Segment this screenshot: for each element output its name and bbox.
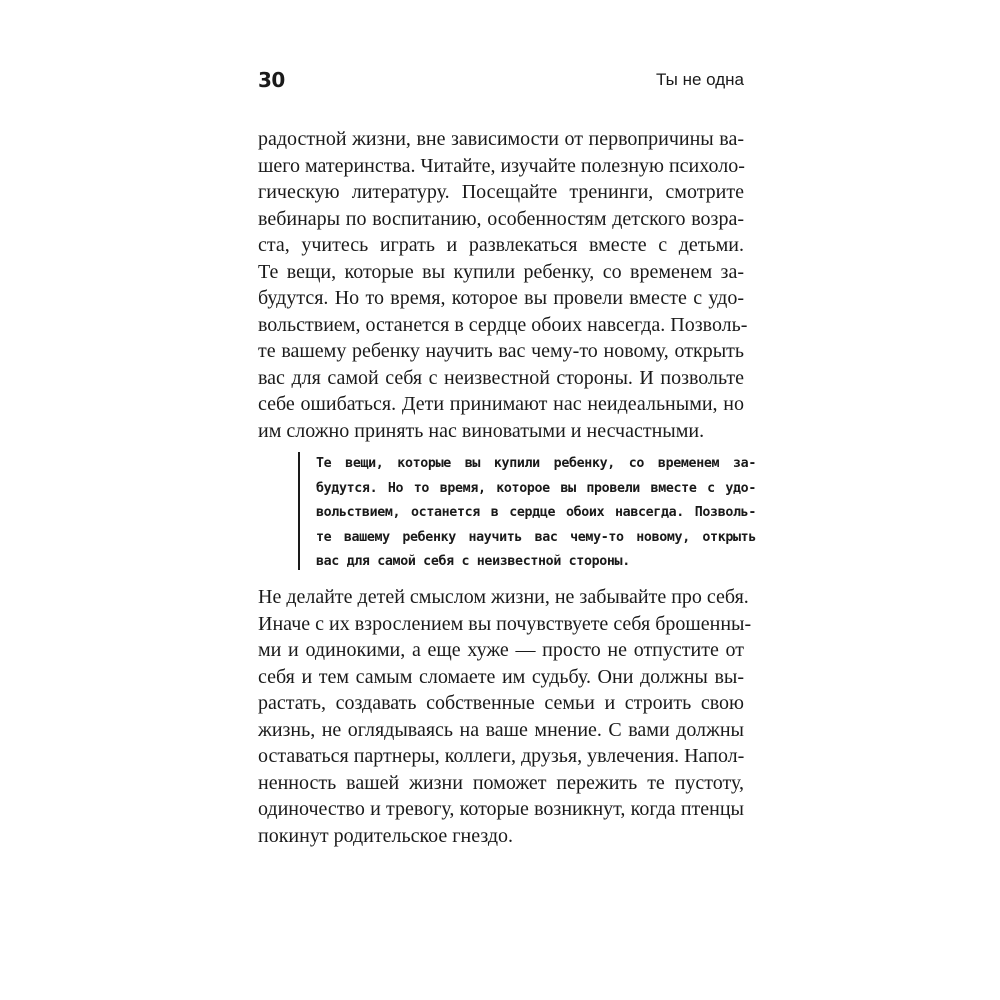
- pull-quote-text: [316, 452, 756, 575]
- text-line: оставаться партнеры, коллеги, друзья, увлечения. Напол-: [258, 745, 745, 767]
- running-title: Ты не одна: [656, 70, 744, 89]
- pull-quote: [298, 452, 756, 570]
- quote-line: будутся. Но то время, которое вы провели вместе с удо-: [316, 480, 756, 496]
- text-line: одиночество и тревогу, которые возникнут, когда птенцы: [258, 798, 744, 820]
- page-number: 30: [258, 68, 285, 92]
- text-line: Не делайте детей смыслом жизни, не забывайте про себя.: [258, 586, 749, 608]
- text-line: гическую литературу. Посещайте тренинги, смотрите: [258, 181, 744, 203]
- text-line: ста, учитесь играть и развлекаться вместе с детьми.: [258, 234, 744, 256]
- text-line: растать, создавать собственные семьи и строить свою: [258, 692, 744, 714]
- text-line: покинут родительское гнездо.: [258, 824, 514, 847]
- body-paragraph: [258, 584, 752, 849]
- text-line: шего материнства. Читайте, изучайте полезную психоло-: [258, 154, 745, 177]
- text-line: будутся. Но то время, которое вы провели вместе с удо-: [258, 287, 744, 309]
- text-line: им сложно принять нас виноватыми и несчастными.: [258, 419, 705, 442]
- text-line: Те вещи, которые вы купили ребенку, со временем за-: [258, 260, 744, 283]
- text-line: ненность вашей жизни поможет пережить те пустоту,: [258, 771, 744, 794]
- quote-line: вольствием, останется в сердце обоих навсегда. Позволь-: [316, 505, 756, 520]
- text-line: ми и одинокими, а еще хуже — просто не отпустите от: [258, 639, 744, 661]
- text-line: те вашему ребенку научить вас чему-то новому, открыть: [258, 340, 744, 362]
- text-line: вольствием, останется в сердце обоих навсегда. Позволь-: [258, 313, 748, 336]
- text-line: себя и тем самым сломаете им судьбу. Они должны вы-: [258, 665, 744, 688]
- quote-line: те вашему ребенку научить вас чему-то новому, открыть: [316, 529, 756, 545]
- body-paragraph: [258, 126, 748, 444]
- text-line: жизнь, не оглядываясь на ваше мнение. С вами должны: [258, 718, 744, 741]
- text-line: вебинары по воспитанию, особенностям детского возра-: [258, 207, 744, 230]
- text-line: вас для самой себя с неизвестной стороны. И позвольте: [258, 366, 744, 389]
- text-line: себе ошибаться. Дети принимают нас неидеальными, но: [258, 393, 744, 415]
- quote-line: вас для самой себя с неизвестной стороны.: [316, 554, 630, 569]
- quote-line: Те вещи, которые вы купили ребенку, со временем за-: [316, 456, 756, 471]
- page-header: [258, 64, 744, 96]
- text-line: Иначе с их взрослением вы почувствуете себя брошенны-: [258, 612, 752, 635]
- text-line: радостной жизни, вне зависимости от первопричины ва-: [258, 128, 744, 150]
